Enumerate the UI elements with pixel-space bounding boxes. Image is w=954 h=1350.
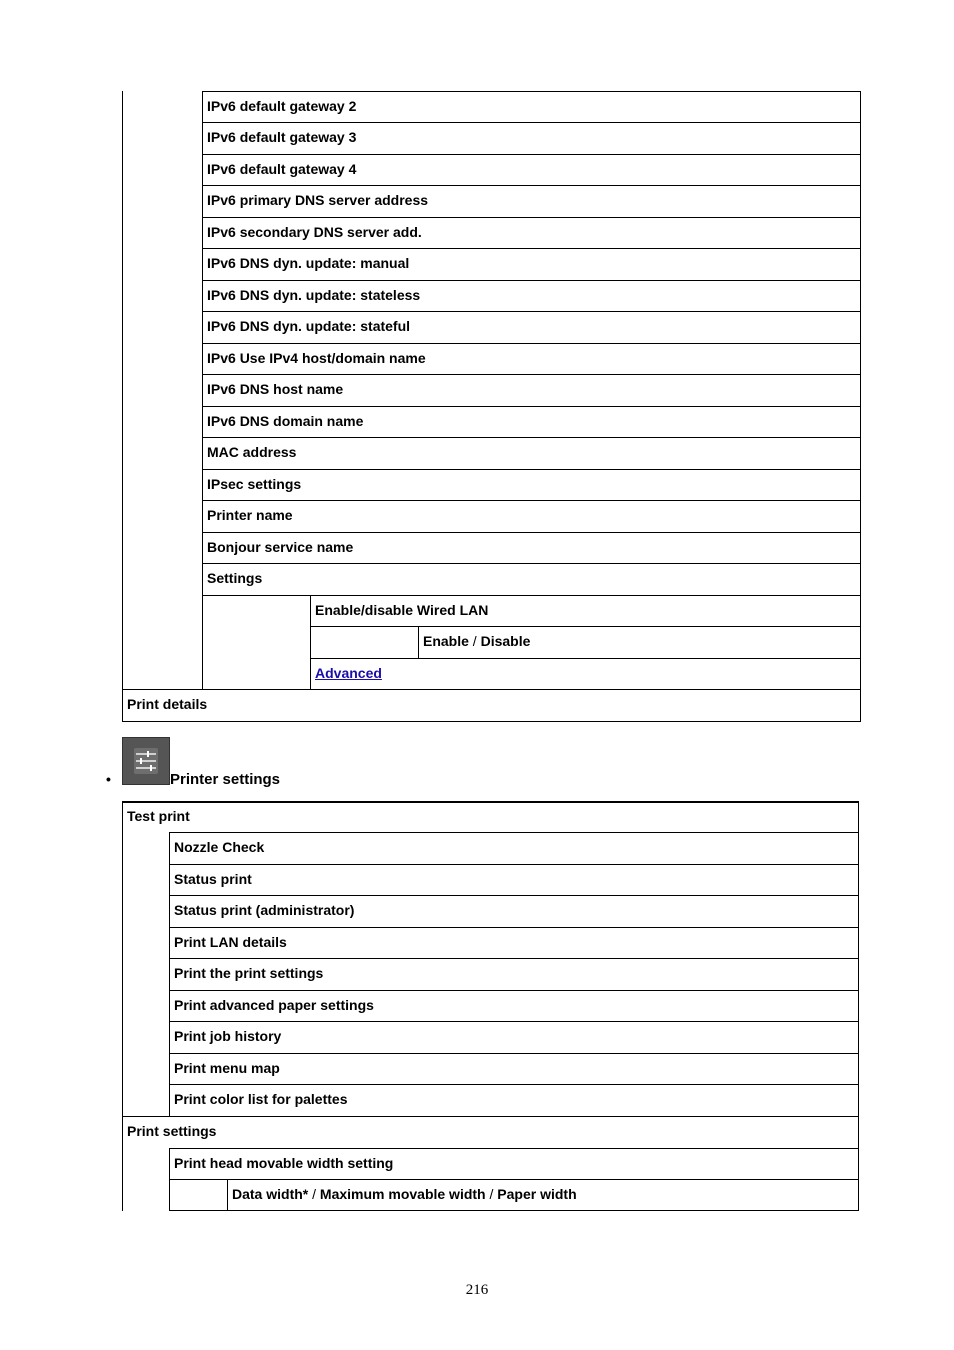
- enable-label: Enable: [423, 633, 469, 649]
- test-print-item: Print menu map: [174, 1060, 280, 1076]
- test-print-item: Nozzle Check: [174, 839, 265, 855]
- slash-separator: /: [489, 1186, 494, 1202]
- table-row: Bonjour service name: [207, 539, 354, 555]
- advanced-link[interactable]: Advanced: [315, 665, 382, 681]
- slash-separator: /: [312, 1186, 317, 1202]
- table-row: IPsec settings: [207, 476, 302, 492]
- table-row: IPv6 DNS dyn. update: manual: [207, 255, 410, 271]
- test-print-item: Print advanced paper settings: [174, 997, 374, 1013]
- table-row: IPv6 default gateway 4: [207, 161, 357, 177]
- test-print-item: Print color list for palettes: [174, 1091, 348, 1107]
- slash-separator: /: [472, 633, 477, 649]
- table-row: Settings: [207, 570, 263, 586]
- head-width-row: Print head movable width setting: [174, 1155, 394, 1171]
- paper-width-label: Paper width: [497, 1186, 577, 1202]
- printer-settings-sliders-icon: [122, 737, 170, 785]
- table-row: IPv6 DNS dyn. update: stateless: [207, 287, 421, 303]
- table-left-border: [122, 91, 123, 722]
- test-print-item: Status print (administrator): [174, 902, 355, 918]
- table-row: IPv6 default gateway 3: [207, 129, 357, 145]
- table-row: IPv6 DNS host name: [207, 381, 344, 397]
- test-print-item: Print the print settings: [174, 965, 324, 981]
- table-row: MAC address: [207, 444, 297, 460]
- print-settings-row: Print settings: [127, 1123, 217, 1139]
- list-bullet: •: [106, 771, 111, 787]
- table-row: IPv6 default gateway 2: [207, 98, 357, 114]
- disable-label: Disable: [480, 633, 531, 649]
- test-print-item: Print job history: [174, 1028, 282, 1044]
- page-number: 216: [465, 1282, 489, 1298]
- section-title: Printer settings: [170, 771, 281, 788]
- table-row: IPv6 secondary DNS server add.: [207, 224, 422, 240]
- table-row: Printer name: [207, 507, 293, 523]
- test-print-row: Test print: [127, 808, 190, 824]
- data-width-row: [228, 1179, 577, 1202]
- data-width-label: Data width*: [232, 1186, 309, 1202]
- wired-lan-row: Enable/disable Wired LAN: [315, 602, 489, 618]
- print-details-row: Print details: [127, 696, 208, 712]
- table-row: IPv6 DNS dyn. update: stateful: [207, 318, 411, 334]
- table-row: IPv6 DNS domain name: [207, 413, 364, 429]
- table-row: IPv6 primary DNS server address: [207, 192, 429, 208]
- test-print-item: Status print: [174, 871, 252, 887]
- enable-disable-row: [419, 626, 530, 649]
- test-print-item: Print LAN details: [174, 934, 287, 950]
- advanced-row: [311, 658, 382, 681]
- max-width-label: Maximum movable width: [319, 1186, 486, 1202]
- table-row: IPv6 Use IPv4 host/domain name: [207, 350, 426, 366]
